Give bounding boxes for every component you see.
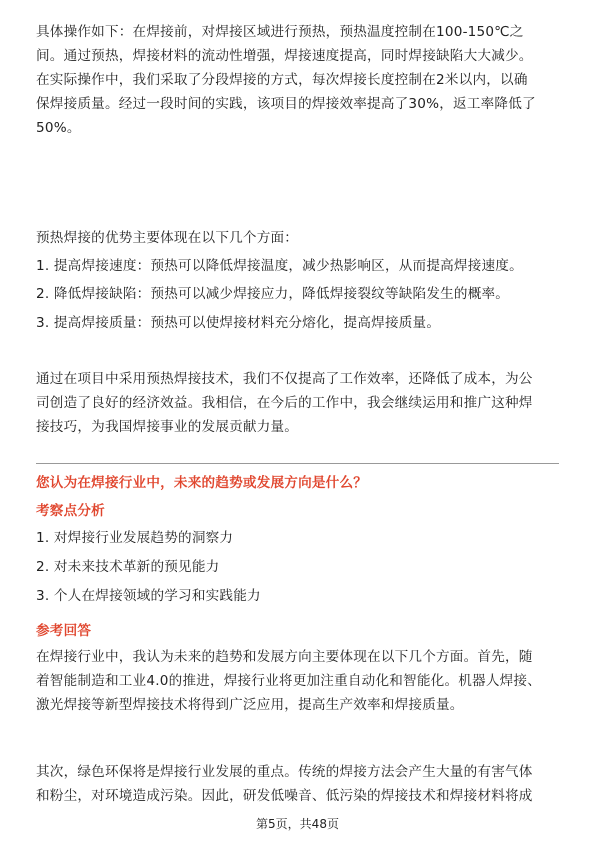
advantage-item: 2. 降低焊接缺陷：预热可以减少焊接应力，降低焊接裂纹等缺陷发生的概率。	[36, 286, 510, 302]
advantages-intro: 预热焊接的优势主要体现在以下几个方面：	[36, 230, 299, 246]
text-line: 间。通过预热，焊接材料的流动性增强，焊接速度提高，同时焊接缺陷大大减少。	[36, 48, 533, 64]
text-line: 具体操作如下：在焊接前，对焊接区域进行预热，预热温度控制在100-150℃之	[36, 24, 524, 40]
text-line: 和粉尘，对环境造成污染。因此，研发低噪音、低污染的焊接技术和焊接材料将成	[36, 788, 533, 804]
text-line: 激光焊接等新型焊接技术将得到广泛应用，提高生产效率和焊接质量。	[36, 697, 464, 713]
paragraph-project-conclusion	[36, 367, 559, 439]
text-line: 50%。	[36, 120, 81, 136]
page-number: 第5页，共48页	[256, 817, 339, 831]
analysis-item: 2. 对未来技术革新的预见能力	[36, 559, 220, 575]
text-line: 着智能制造和工业4.0的推进，焊接行业将更加注重自动化和智能化。机器人焊接、	[36, 673, 541, 689]
analysis-item: 3. 个人在焊接领域的学习和实践能力	[36, 588, 261, 604]
analysis-heading: 考察点分析	[36, 503, 105, 519]
text-line: 保焊接质量。经过一段时间的实践，该项目的焊接效率提高了30%，返工率降低了	[36, 96, 536, 112]
analysis-item: 1. 对焊接行业发展趋势的洞察力	[36, 530, 234, 546]
text-line: 在焊接行业中，我认为未来的趋势和发展方向主要体现在以下几个方面。首先，随	[36, 649, 533, 665]
paragraph-preheat-operation	[36, 20, 559, 140]
question-title: 您认为在焊接行业中，未来的趋势或发展方向是什么？	[36, 475, 368, 491]
text-line: 通过在项目中采用预热焊接技术，我们不仅提高了工作效率，还降低了成本，为公	[36, 371, 533, 387]
text-line: 在实际操作中，我们采取了分段焊接的方式，每次焊接长度控制在2米以内，以确	[36, 72, 528, 88]
answer-paragraph-1	[36, 645, 559, 717]
text-line: 其次，绿色环保将是焊接行业发展的重点。传统的焊接方法会产生大量的有害气体	[36, 764, 533, 780]
advantage-item: 1. 提高焊接速度：预热可以降低焊接温度，减少热影响区，从而提高焊接速度。	[36, 258, 523, 274]
text-line: 接技巧，为我国焊接事业的发展贡献力量。	[36, 419, 299, 435]
answer-paragraph-2	[36, 760, 559, 808]
section-divider	[36, 463, 559, 464]
answer-heading: 参考回答	[36, 623, 92, 639]
advantage-item: 3. 提高焊接质量：预热可以使焊接材料充分熔化，提高焊接质量。	[36, 315, 441, 331]
text-line: 司创造了良好的经济效益。我相信，在今后的工作中，我会继续运用和推广这种焊	[36, 395, 533, 411]
